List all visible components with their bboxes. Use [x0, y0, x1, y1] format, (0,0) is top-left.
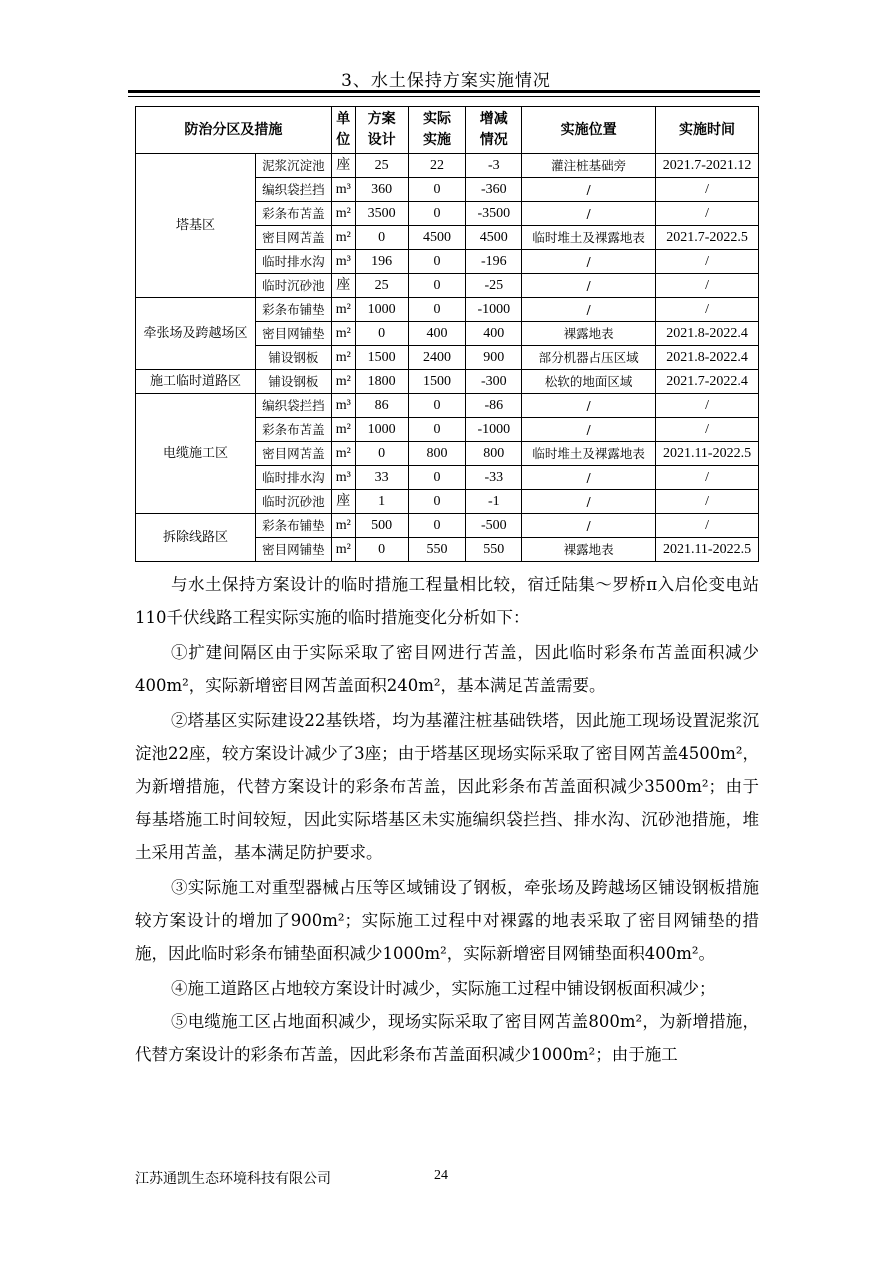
table-row: [136, 514, 759, 538]
header-location: 实施位置: [522, 107, 656, 154]
design-value-cell: 0: [355, 442, 408, 466]
table-header-row: [136, 107, 759, 154]
time-cell: /: [656, 202, 759, 226]
paragraph-item-1: ①扩建间隔区由于实际采取了密目网进行苫盖，因此临时彩条布苫盖面积减少400m²，实际新增密目网苫盖面积240m²，基本满足苫盖需要。: [135, 643, 759, 695]
measure-cell: 编织袋拦挡: [255, 178, 331, 202]
unit-cell: m²: [331, 418, 355, 442]
unit-cell: 座: [331, 154, 355, 178]
measure-cell: 铺设钢板: [255, 346, 331, 370]
actual-value-cell: 4500: [408, 226, 466, 250]
paragraph-intro: 与水土保持方案设计的临时措施工程量相比较，宿迁陆集～罗桥π入启伦变电站110千伏线路工程实际实施的临时措施变化分析如下：: [135, 575, 759, 627]
unit-cell: 座: [331, 274, 355, 298]
time-cell: 2021.11-2022.5: [656, 538, 759, 562]
change-value-cell: -3: [466, 154, 522, 178]
paragraph-item-5: ⑤电缆施工区占地面积减少，现场实际采取了密目网苫盖800m²，为新增措施，代替方案设计的彩条布苫盖，因此彩条布苫盖面积减少1000m²；由于施工: [135, 1012, 759, 1064]
location-cell: /: [522, 490, 656, 514]
unit-cell: m²: [331, 442, 355, 466]
design-value-cell: 1800: [355, 370, 408, 394]
unit-cell: m²: [331, 298, 355, 322]
zone-cell: 施工临时道路区: [136, 370, 256, 394]
change-value-cell: -196: [466, 250, 522, 274]
location-cell: /: [522, 178, 656, 202]
page-number: 24: [434, 1168, 448, 1183]
measure-cell: 铺设钢板: [255, 370, 331, 394]
body-text: [135, 568, 759, 1071]
actual-value-cell: 0: [408, 298, 466, 322]
design-value-cell: 1000: [355, 418, 408, 442]
table-row: [136, 394, 759, 418]
design-value-cell: 1: [355, 490, 408, 514]
change-value-cell: -25: [466, 274, 522, 298]
table-row: [136, 154, 759, 178]
zone-cell: 塔基区: [136, 154, 256, 298]
time-cell: 2021.7-2022.4: [656, 370, 759, 394]
paragraph-item-2: ②塔基区实际建设22基铁塔，均为基灌注桩基础铁塔，因此施工现场设置泥浆沉淀池22座，较方案设计减少了3座；由于塔基区现场实际采取了密目网苫盖4500m²，为新增措施，代替方案设计的彩条布苫盖，因此彩条布苫盖面积减少3500m²；由于每基塔施工时间较短，因此实际塔基区未实施编织袋拦挡、排水沟、沉砂池措施，堆土采用苫盖，基本满足防护要求。: [135, 711, 759, 862]
measure-cell: 临时沉砂池: [255, 274, 331, 298]
measure-cell: 密目网铺垫: [255, 322, 331, 346]
header-zone-measure: 防治分区及措施: [136, 107, 332, 154]
time-cell: /: [656, 298, 759, 322]
measure-cell: 密目网苫盖: [255, 226, 331, 250]
change-value-cell: 550: [466, 538, 522, 562]
change-value-cell: -1: [466, 490, 522, 514]
measure-cell: 临时沉砂池: [255, 490, 331, 514]
measure-cell: 临时排水沟: [255, 466, 331, 490]
design-value-cell: 196: [355, 250, 408, 274]
paragraph-item-3: ③实际施工对重型器械占压等区域铺设了钢板，牵张场及跨越场区铺设钢板措施较方案设计的增加了900m²；实际施工过程中对裸露的地表采取了密目网铺垫的措施，因此临时彩条布铺垫面积减少1000m²，实际新增密目网铺垫面积400m²。: [135, 878, 759, 963]
actual-value-cell: 2400: [408, 346, 466, 370]
design-value-cell: 25: [355, 154, 408, 178]
change-value-cell: -360: [466, 178, 522, 202]
header-change: 增减 情况: [466, 107, 522, 154]
actual-value-cell: 0: [408, 490, 466, 514]
unit-cell: m²: [331, 538, 355, 562]
unit-cell: m²: [331, 370, 355, 394]
zone-cell: 牵张场及跨越场区: [136, 298, 256, 370]
actual-value-cell: 22: [408, 154, 466, 178]
actual-value-cell: 1500: [408, 370, 466, 394]
measure-cell: 密目网铺垫: [255, 538, 331, 562]
measure-cell: 彩条布铺垫: [255, 298, 331, 322]
location-cell: 裸露地表: [522, 322, 656, 346]
location-cell: /: [522, 298, 656, 322]
design-value-cell: 0: [355, 538, 408, 562]
actual-value-cell: 0: [408, 394, 466, 418]
location-cell: /: [522, 250, 656, 274]
design-value-cell: 0: [355, 322, 408, 346]
page-section-title: 3、水土保持方案实施情况: [341, 71, 551, 91]
unit-cell: m²: [331, 514, 355, 538]
location-cell: /: [522, 274, 656, 298]
unit-cell: m²: [331, 322, 355, 346]
design-value-cell: 360: [355, 178, 408, 202]
unit-cell: m²: [331, 202, 355, 226]
change-value-cell: -33: [466, 466, 522, 490]
time-cell: /: [656, 250, 759, 274]
change-value-cell: 400: [466, 322, 522, 346]
location-cell: /: [522, 202, 656, 226]
location-cell: /: [522, 394, 656, 418]
header-rule-thin: [128, 96, 760, 97]
measure-cell: 密目网苫盖: [255, 442, 331, 466]
time-cell: /: [656, 394, 759, 418]
time-cell: /: [656, 178, 759, 202]
time-cell: 2021.7-2021.12: [656, 154, 759, 178]
design-value-cell: 500: [355, 514, 408, 538]
design-value-cell: 1000: [355, 298, 408, 322]
location-cell: /: [522, 514, 656, 538]
measures-table: [135, 106, 759, 562]
table-row: [136, 298, 759, 322]
paragraph-item-4: ④施工道路区占地较方案设计时减少，实际施工过程中铺设钢板面积减少；: [171, 979, 716, 998]
unit-cell: m³: [331, 466, 355, 490]
unit-cell: m³: [331, 394, 355, 418]
actual-value-cell: 800: [408, 442, 466, 466]
design-value-cell: 3500: [355, 202, 408, 226]
actual-value-cell: 0: [408, 514, 466, 538]
table-row: [136, 370, 759, 394]
measure-cell: 泥浆沉淀池: [255, 154, 331, 178]
design-value-cell: 25: [355, 274, 408, 298]
actual-value-cell: 0: [408, 466, 466, 490]
change-value-cell: -86: [466, 394, 522, 418]
change-value-cell: -1000: [466, 298, 522, 322]
footer-company: 江苏通凯生态环境科技有限公司: [135, 1171, 331, 1187]
change-value-cell: -1000: [466, 418, 522, 442]
actual-value-cell: 550: [408, 538, 466, 562]
actual-value-cell: 0: [408, 202, 466, 226]
design-value-cell: 33: [355, 466, 408, 490]
actual-value-cell: 0: [408, 418, 466, 442]
time-cell: 2021.7-2022.5: [656, 226, 759, 250]
header-time: 实施时间: [656, 107, 759, 154]
unit-cell: m²: [331, 226, 355, 250]
time-cell: 2021.8-2022.4: [656, 322, 759, 346]
zone-cell: 电缆施工区: [136, 394, 256, 514]
design-value-cell: 0: [355, 226, 408, 250]
time-cell: /: [656, 418, 759, 442]
header-actual: 实际 实施: [408, 107, 466, 154]
location-cell: 裸露地表: [522, 538, 656, 562]
change-value-cell: -500: [466, 514, 522, 538]
location-cell: 临时堆土及裸露地表: [522, 226, 656, 250]
design-value-cell: 86: [355, 394, 408, 418]
measure-cell: 编织袋拦挡: [255, 394, 331, 418]
unit-cell: m³: [331, 250, 355, 274]
header-rule-thick: [128, 90, 760, 93]
unit-cell: m²: [331, 346, 355, 370]
change-value-cell: 900: [466, 346, 522, 370]
measure-cell: 彩条布苫盖: [255, 418, 331, 442]
location-cell: 部分机器占压区域: [522, 346, 656, 370]
time-cell: /: [656, 514, 759, 538]
header-unit: 单 位: [331, 107, 355, 154]
measure-cell: 临时排水沟: [255, 250, 331, 274]
location-cell: /: [522, 418, 656, 442]
change-value-cell: -300: [466, 370, 522, 394]
change-value-cell: -3500: [466, 202, 522, 226]
location-cell: 松软的地面区域: [522, 370, 656, 394]
location-cell: /: [522, 466, 656, 490]
actual-value-cell: 0: [408, 250, 466, 274]
measure-cell: 彩条布铺垫: [255, 514, 331, 538]
time-cell: /: [656, 490, 759, 514]
change-value-cell: 4500: [466, 226, 522, 250]
zone-cell: 拆除线路区: [136, 514, 256, 562]
measure-cell: 彩条布苫盖: [255, 202, 331, 226]
time-cell: 2021.8-2022.4: [656, 346, 759, 370]
actual-value-cell: 0: [408, 178, 466, 202]
time-cell: 2021.11-2022.5: [656, 442, 759, 466]
design-value-cell: 1500: [355, 346, 408, 370]
actual-value-cell: 400: [408, 322, 466, 346]
location-cell: 灌注桩基础旁: [522, 154, 656, 178]
time-cell: /: [656, 274, 759, 298]
header-design: 方案 设计: [355, 107, 408, 154]
location-cell: 临时堆土及裸露地表: [522, 442, 656, 466]
time-cell: /: [656, 466, 759, 490]
actual-value-cell: 0: [408, 274, 466, 298]
unit-cell: m³: [331, 178, 355, 202]
unit-cell: 座: [331, 490, 355, 514]
change-value-cell: 800: [466, 442, 522, 466]
